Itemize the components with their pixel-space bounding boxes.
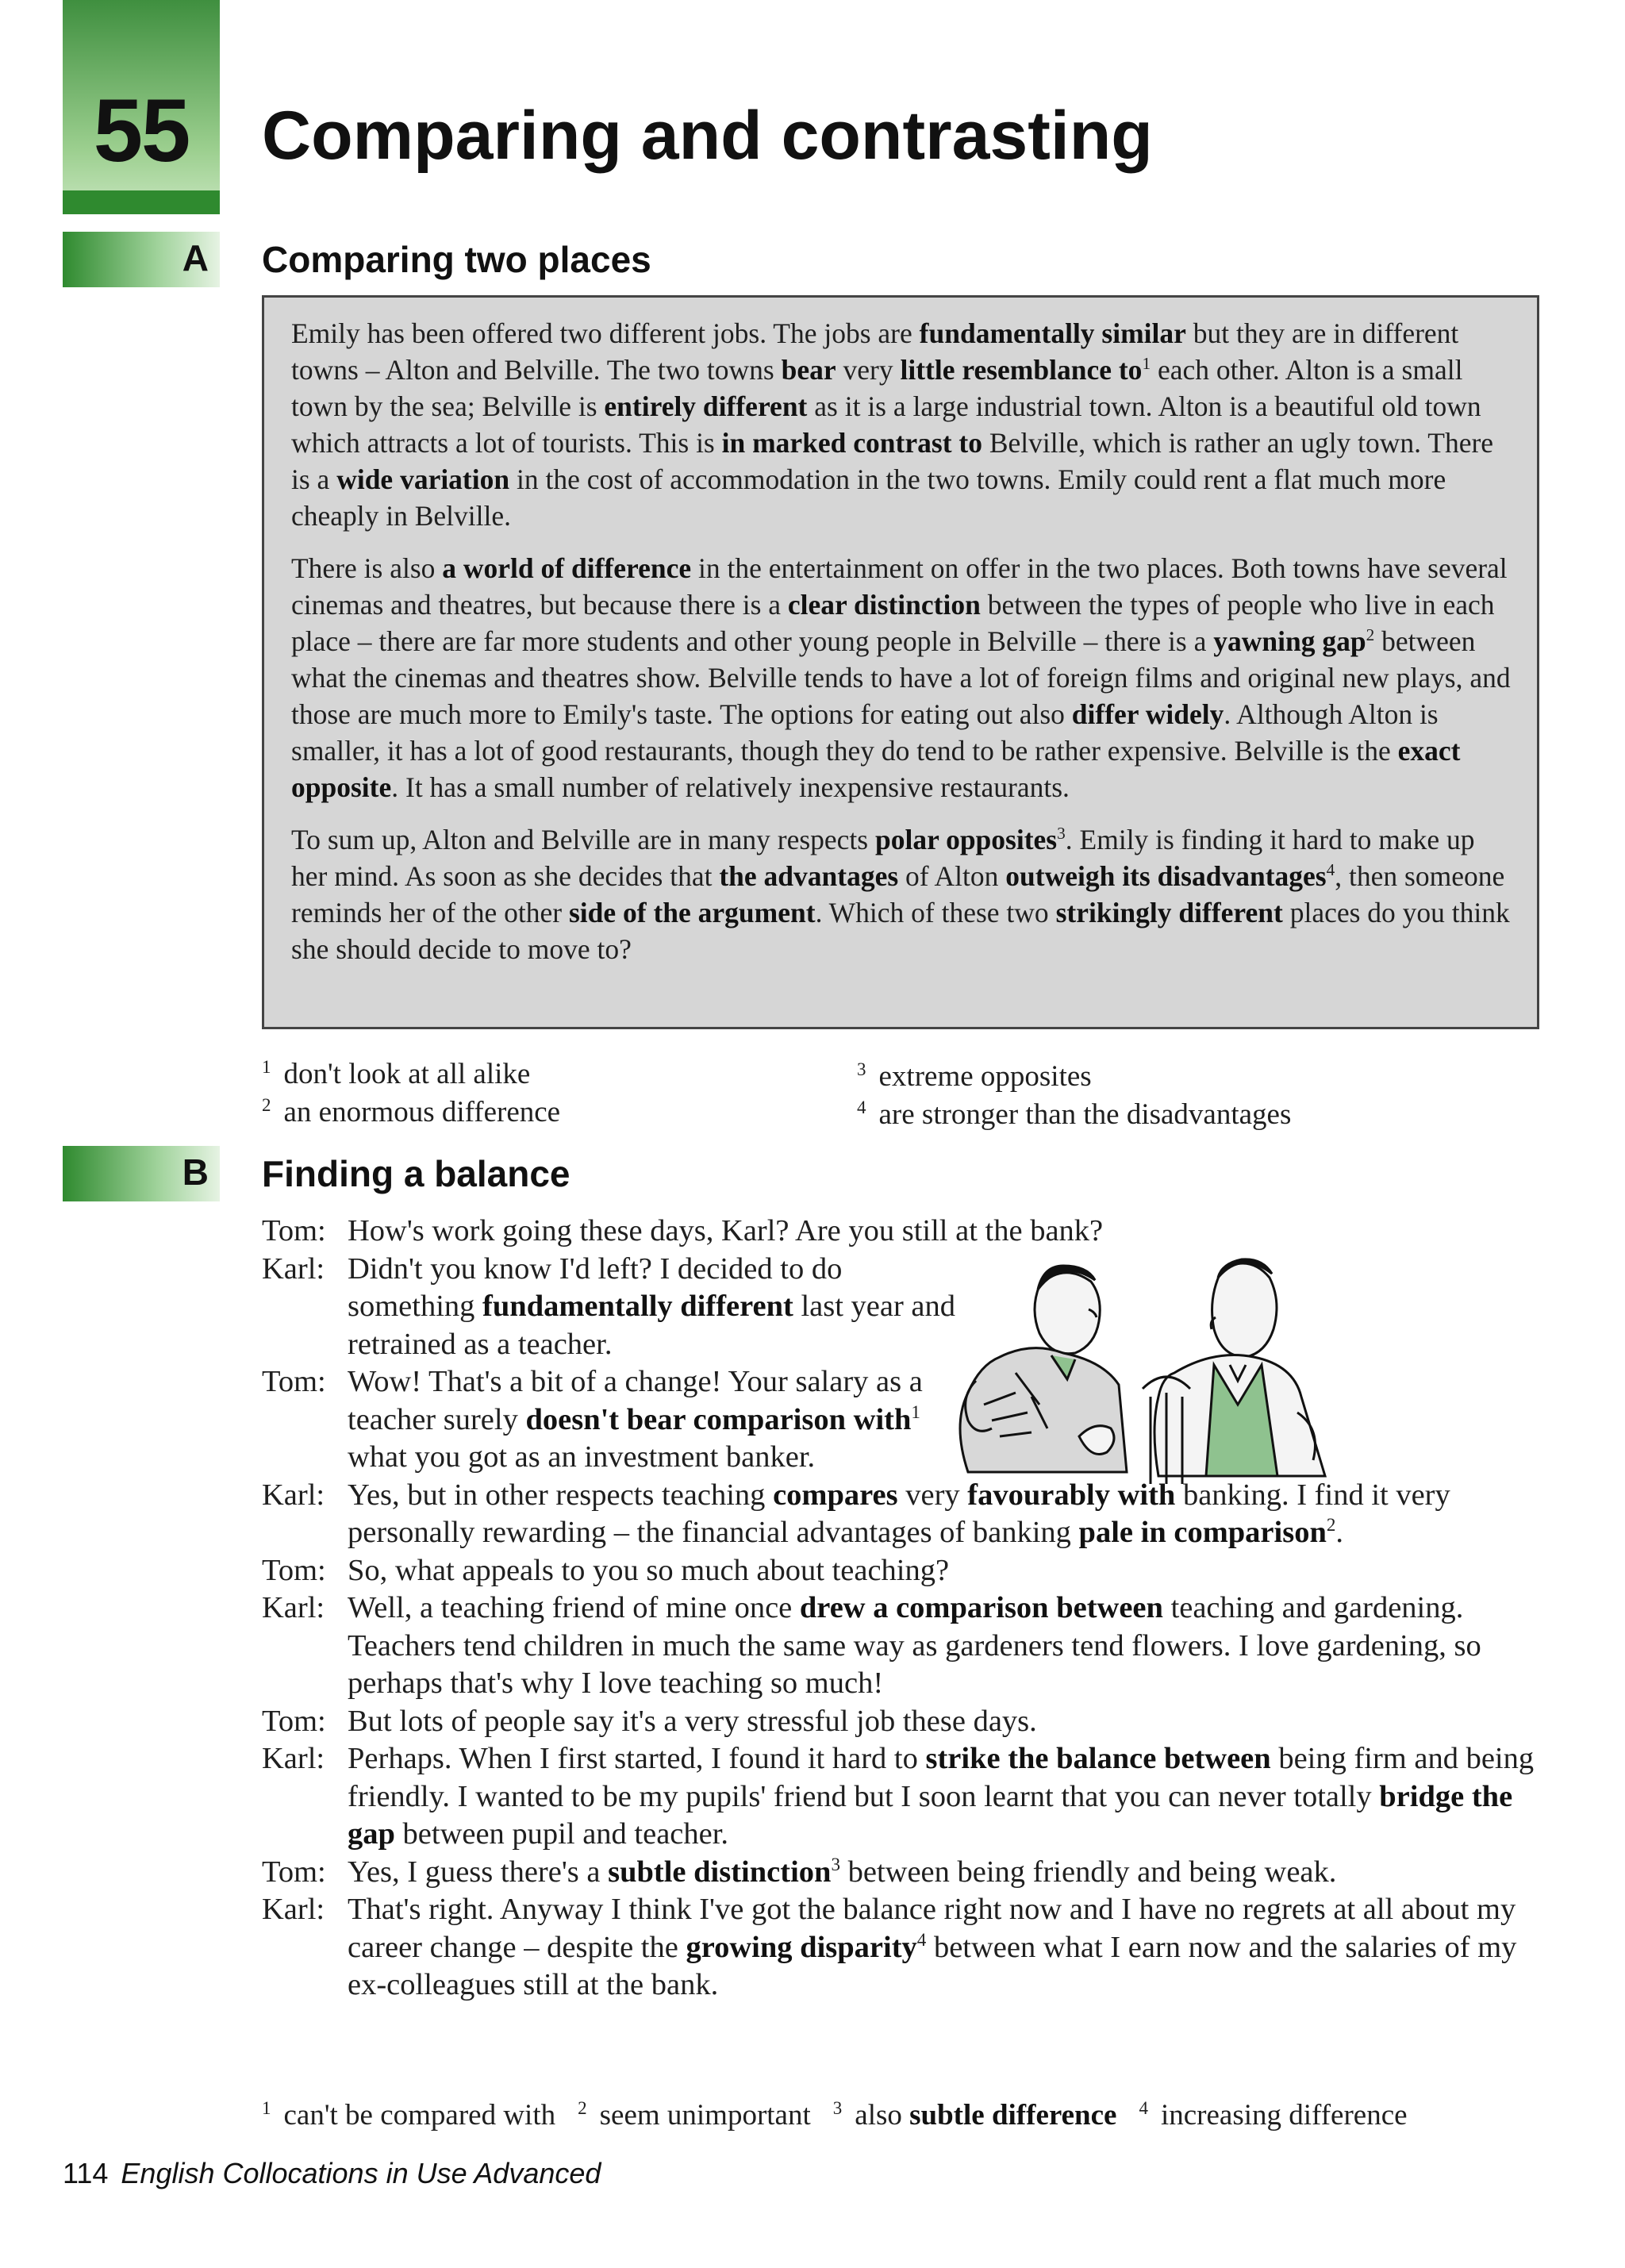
text-run: How's work going these days, Karl? Are you still at the bank? [348,1214,1104,1247]
text-run: each other. Alton is a small town by the sea; Belville is [291,354,1463,422]
footnote-a-4-text: are stronger than the disadvantages [878,1098,1292,1131]
footnote-ref: 3 [831,1853,840,1874]
collocation: subtle difference [909,2099,1117,2132]
text-run: That's right. Anyway I think I've got the balance right now and I have no regrets at all about my career change – despite the [348,1893,1516,1964]
footnote-a-2-number: 2 [262,1094,271,1115]
collocation: the advantages [719,860,899,892]
footnote-b-number: 2 [578,2097,587,2118]
text-run: between the types of people who live in each place – there are far more students and other young people in Belville – there is a [291,589,1495,657]
collocation: fundamentally similar [919,317,1186,349]
collocation: entirely different [604,390,808,422]
footnote-b-item [1139,2099,1407,2132]
section-b-footnotes [262,2097,1547,2135]
footnote-a-3-number: 3 [857,1059,866,1079]
section-b-letter: B [182,1151,209,1193]
collocation: doesn't bear comparison with [525,1402,912,1436]
text-run: can't be compared with [283,2099,556,2132]
text-run: . Emily is finding it hard to make up her mind. As soon as she decides that [291,824,1475,892]
speaker-label: Tom: [262,1704,326,1738]
dialogue-text [348,1742,1534,1851]
dialogue-text [348,1252,955,1361]
footnote-b-number: 4 [1139,2097,1148,2118]
text-run: in the cost of accommodation in the two towns. Emily could rent a flat much more cheaply in Belville. [291,463,1446,532]
collocation: bear [781,354,836,386]
dialogue-line [262,1703,1555,1741]
dialogue-line [262,1552,1555,1590]
text-run: . Which of these two [815,897,1056,928]
collocation: strike the balance between [925,1742,1271,1775]
dialogue-line [262,1740,1555,1854]
page-footer [63,2157,601,2190]
footnote-ref: 2 [1366,625,1375,645]
footnote-b-item [833,2099,1117,2132]
footnote-a-4 [857,1096,1291,1134]
collocation: fundamentally different [482,1290,793,1323]
text-run: places do you think she should decide to move to? [291,897,1510,965]
footnote-ref: 3 [1057,824,1066,844]
unit-number: 55 [93,81,190,180]
dialogue-line [262,1590,1555,1703]
footnote-a-2-text: an enormous difference [283,1096,561,1128]
speaker-label: Tom: [262,1553,326,1587]
section-b-heading: Finding a balance [262,1153,570,1194]
collocation: outweigh its disadvantages [1005,860,1327,892]
dialogue-line [262,1213,1555,1251]
speaker-label: Karl: [262,1251,325,1286]
collocation: in marked contrast to [721,427,982,459]
footnote-a-3 [857,1058,1092,1096]
man-left-figure [960,1266,1127,1472]
footnote-a-1-number: 1 [262,1056,271,1077]
text-run: Emily has been offered two different jobs. The jobs are [291,317,920,349]
dialogue-line [262,1251,958,1364]
two-men-talking-illustration [881,1254,1389,1492]
page-number: 114 [63,2157,109,2189]
section-a-text-box [262,295,1539,1029]
text-run: To sum up, Alton and Belville are in many respects [291,824,875,855]
text-run: Well, a teaching friend of mine once [348,1591,800,1624]
footnote-ref: 1 [1142,354,1151,374]
speaker-label: Tom: [262,1365,326,1398]
speaker-label: Karl: [262,1478,325,1512]
collocation: pale in comparison [1078,1516,1327,1549]
text-run: but they are in different towns – Alton and Belville. The two towns [291,317,1459,386]
section-b-tab [63,1146,220,1201]
section-a-paragraph-3 [291,821,1515,967]
collocation: strikingly different [1055,897,1283,928]
footnote-a-2 [262,1094,560,1132]
dialogue-line [262,1363,958,1477]
man-right-figure [1143,1259,1325,1484]
collocation: exact opposite [291,735,1461,803]
collocation: a world of difference [442,552,692,584]
footnote-a-1-text: don't look at all alike [283,1058,531,1090]
collocation: subtle distinction [608,1855,832,1889]
collocation: growing disparity [686,1930,917,1964]
text-run: between what I earn now and the salaries of my ex-colleagues still at the bank. [348,1930,1517,2001]
text-run: But lots of people say it's a very stressful job these days. [348,1704,1037,1738]
text-run: between being friendly and being weak. [839,1855,1337,1889]
collocation: drew a comparison between [799,1591,1163,1624]
speaker-label: Karl: [262,1893,325,1926]
unit-title: Comparing and contrasting [262,98,1153,174]
footnote-b-number: 3 [832,2097,843,2118]
collocation: little resemblance to [900,354,1143,386]
footnote-ref: 1 [911,1401,920,1422]
text-run: Perhaps. When I first started, I found it hard to [348,1742,926,1775]
dialogue-line [262,1891,1555,2005]
section-a-heading: Comparing two places [262,239,651,280]
footnote-a-3-text: extreme opposites [878,1060,1092,1093]
text-run: , then someone reminds her of the other [291,860,1505,928]
dialogue-text [348,1705,1037,1738]
speaker-label: Tom: [262,1855,326,1889]
text-run: banking. I find it very personally rewarding – the financial advantages of banking [348,1478,1450,1549]
text-run: . Although Alton is smaller, it has a lot of good restaurants, though they do tend to be rather expensive. Belville is the [291,698,1439,767]
section-a-paragraph-1 [291,315,1515,534]
collocation: compares [773,1478,898,1512]
dialogue-line [262,1854,1555,1892]
unit-number-tab [63,0,220,214]
collocation: differ widely [1071,698,1224,730]
dialogue-text [348,1591,1481,1700]
text-run: . [1335,1516,1344,1549]
text-run: increasing difference [1160,2099,1408,2132]
speaker-label: Karl: [262,1742,325,1775]
footnote-ref: 4 [916,1928,927,1950]
collocation: side of the argument [568,897,816,928]
speaker-label: Karl: [262,1591,325,1624]
text-run: very [836,354,901,386]
footnote-b-number: 1 [262,2097,271,2118]
text-run: . It has a small number of relatively inexpensive restaurants. [391,771,1070,803]
text-run: last year and retrained as a teacher. [348,1290,956,1361]
speaker-label: Tom: [262,1214,326,1247]
dialogue-text [348,1214,1103,1247]
footnote-ref: 2 [1326,1514,1336,1536]
collocation: polar opposites [874,824,1058,855]
text-run: of Alton [898,860,1006,892]
text-run: also [855,2099,910,2132]
text-run: teaching and gardening. Teachers tend children in much the same way as gardeners tend flowers. I love gardening, so perhaps that's why I love teaching so much! [348,1591,1481,1700]
dialogue-text [348,1365,923,1474]
text-run: what you got as an investment banker. [348,1440,816,1474]
footnote-a-4-number: 4 [857,1097,866,1117]
text-run: very [897,1478,968,1512]
text-run: in the entertainment on offer in the two places. Both towns have several cinemas and theatres, but because there is a [291,552,1508,621]
text-run: being firm and being friendly. I wanted to be my pupils' friend but I soon learnt that you can never totally [348,1742,1535,1813]
text-run: between what the cinemas and theatres show. Belville tends to have a lot of foreign films and original new plays, and those are much more to Emily's taste. The options for eating out also [291,625,1511,730]
dialogue-text [348,1893,1516,2001]
book-title: English Collocations in Use Advanced [121,2157,601,2189]
dialogue-text [348,1554,949,1587]
collocation: yawning gap [1213,625,1366,657]
footnote-a-1 [262,1055,530,1094]
text-run: So, what appeals to you so much about teaching? [348,1553,950,1587]
collocation: wide variation [336,463,510,495]
collocation: clear distinction [787,589,981,621]
text-run: between pupil and teacher. [394,1817,729,1851]
dialogue-text [348,1855,1336,1889]
section-a-tab [63,232,220,287]
text-run: Didn't you know I'd left? I decided to do something [348,1251,843,1323]
text-run: Yes, but in other respects teaching [348,1478,774,1512]
text-run: seem unimportant [599,2099,811,2132]
text-run: Belville, which is rather an ugly town. There is a [291,427,1494,495]
collocation: favourably with [967,1478,1176,1512]
unit-tab-bar [63,190,220,214]
text-run: Yes, I guess there's a [348,1855,609,1889]
section-a-letter: A [182,237,209,279]
text-run: Wow! That's a bit of a change! Your salary as a teacher surely [348,1365,923,1436]
collocation: bridge the gap [348,1779,1513,1851]
text-run: There is also [291,552,443,584]
text-run: as it is a large industrial town. Alton is a beautiful old town which attracts a lot of tourists. This is [291,390,1481,459]
footnote-b-item [578,2099,811,2132]
footnote-b-item [262,2099,555,2132]
section-a-paragraph-2 [291,550,1515,805]
footnote-ref: 4 [1326,860,1335,880]
